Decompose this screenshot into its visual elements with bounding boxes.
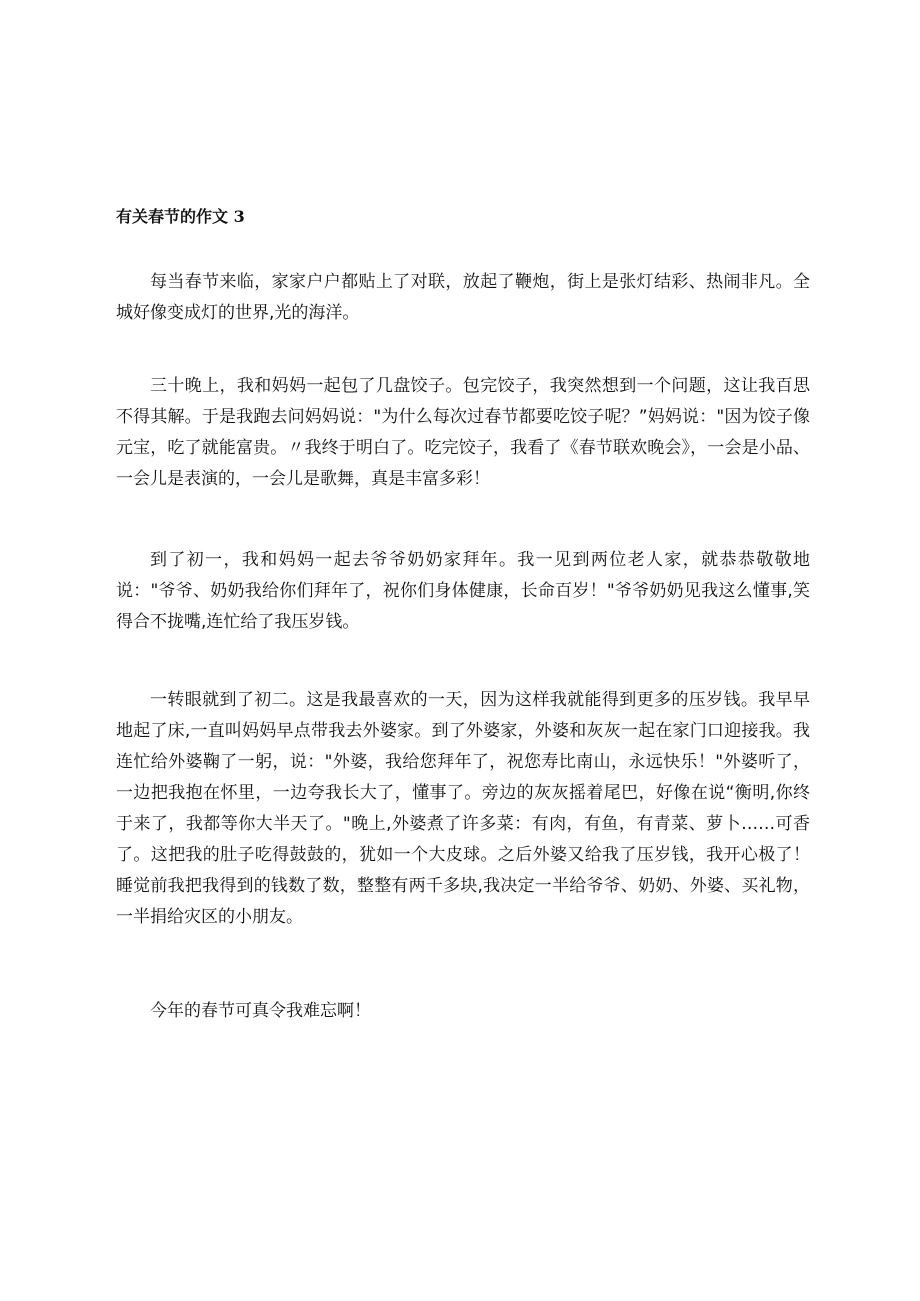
paragraph-4: 一转眼就到了初二。这是我最喜欢的一天，因为这样我就能得到更多的压岁钱。我早早地起了床,一直叫妈妈早点带我去外婆家。到了外婆家，外婆和灰灰一起在家门口迎接我。我连忙给外婆鞠了一躬，说："外婆，我给您拜年了，祝您寿比南山，永远快乐！"外婆听了，一边把我抱在怀里，一边夸我长大了，懂事了。旁边的灰灰摇着尾巴，好像在说“衡明,你终于来了，我都等你大半天了。"晚上,外婆煮了许多菜：有肉，有鱼，有青菜、萝卜……可香了。这把我的肚子吃得鼓鼓的，犹如一个大皮球。之后外婆又给我了压岁钱，我开心极了！睡觉前我把我得到的钱数了数，整整有两千多块,我决定一半给爷爷、奶奶、外婆、买礼物，一半捐给灾区的小朋友。 — [116, 690, 810, 927]
paragraph-1: 每当春节来临，家家户户都贴上了对联，放起了鞭炮，街上是张灯结彩、热闹非凡。全城好像变成灯的世界,光的海洋。 — [116, 272, 810, 323]
paragraph-5: 今年的春节可真令我难忘啊！ — [150, 1001, 371, 1021]
essay-title: 有关春节的作文 3 — [116, 207, 245, 226]
paragraph-2: 三十晚上，我和妈妈一起包了几盘饺子。包完饺子，我突然想到一个问题，这让我百思不得其解。于是我跑去问妈妈说："为什么每次过春节都要吃饺子呢？”妈妈说："因为饺子像元宝，吃了就能富贵。〃我终于明白了。吃完饺子，我看了《春节联欢晚会》，一会是小品、一会儿是表演的，一会儿是歌舞，真是丰富多彩！ — [116, 376, 810, 489]
paragraph-3: 到了初一，我和妈妈一起去爷爷奶奶家拜年。我一见到两位老人家，就恭恭敬敬地说："爷爷、奶奶我给你们拜年了，祝你们身体健康，长命百岁！"爷爷奶奶见我这么懂事,笑得合不拢嘴,连忙给了我压岁钱。 — [116, 550, 810, 632]
